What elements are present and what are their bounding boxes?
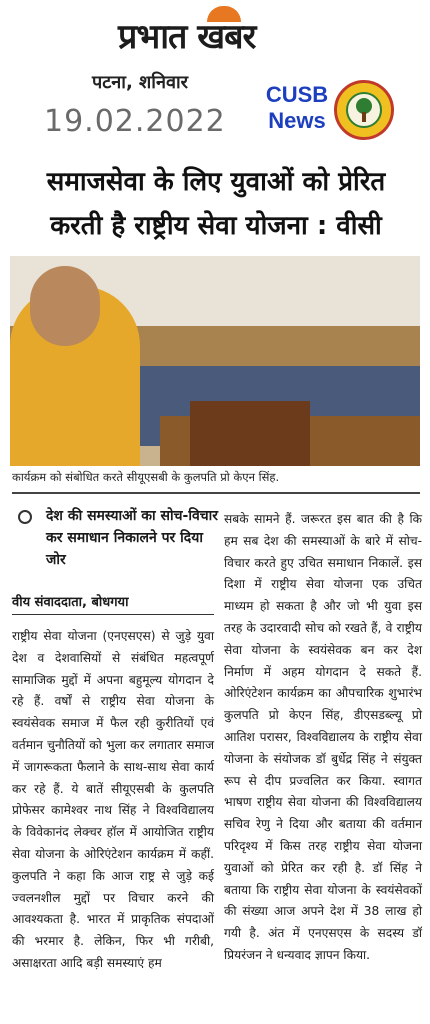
masthead [0,0,430,150]
article-column-2: सबके सामने हैं. जरूरत इस बात की है कि हम सब देश की समस्याओं के बारे में सोच-विचार करते हुए उचित समाधान निकालें. इस दिशा में राष्ट्रीय सेवा योजना एक उचित माध्यम हो सकता है और जो भी युवा इस तरह के उदारवादी सोच को रखते हैं, वे राष्ट्रीय सेवा योजना के स्वयंसेवक बन कर देश निर्माण में अहम योगदान दे सकते हैं. ओरिएंटेशन कार्यक्रम का औपचारिक शुभारंभ कुलपति प्रो केएन सिंह, डीएसडब्ल्यू प्रो आतिश परासर, विश्वविद्यालय के राष्ट्रीय सेवा योजना के संयोजक डॉ बुर्धेद्र सिंह ने संयुक्त रूप से दीप प्रज्वलित कर किया. स्वागत भाषण राष्ट्रीय सेवा योजना की विश्वविद्यालय सचिव रेणु ने दिया और बताया की वर्तमान परिदृश्य में किस तरह राष्ट्रीय सेवा योजना युवाओं को प्रेरित कर रही है. डॉ सिंह ने बताया कि राष्ट्रीय सेवा योजना के स्वयंसेवकों की संख्या आज अपने देश में 38 लाख हो गयी है. अंत में एनएसएस के सदस्य डॉ प्रियरंजन ने धन्यवाद ज्ञापन किया. [224,512,422,962]
publication-date: 19.02.2022 [44,104,226,139]
headline-line-2: करती है राष्ट्रीय सेवा योजना : वीसी [50,211,382,241]
caption-divider [12,492,420,494]
newspaper-logo: प्रभात खबर [118,17,256,57]
article-subhead: देश की समस्याओं का सोच-विचार कर समाधान निकालने पर दिया जोर [46,508,218,568]
article-column-1: राष्ट्रीय सेवा योजना (एनएसएस) से जुड़े युवा देश व देशवासियों से संबंधित महत्वपूर्ण सामाजिक मुद्दों में अपना बहुमूल्य योगदान दे रहे हैं. वर्षों से राष्ट्रीय सेवा योजना के स्वयंसेवक समाज में फैल रही कुरीतियों एवं वर्तमान चुनौतियों को भुला कर लगातार समाज में जागरूकता फैलाने के साथ-साथ सेवा कार्य कर रहे हैं. ये बातें सीयूएसबी के कुलपति प्रोफेसर कामेश्वर नाथ सिंह ने विश्वविद्यालय के विवेकानंद लेक्चर हॉल में आयोजित राष्ट्रीय सेवा योजना के ओरिएंटेशन कार्यक्रम में कहीं. कुलपति ने कहा कि आज राष्ट्र से जुड़े कई ज्वलनशील मुद्दों पर विचार करने की आवश्यकता है. भारत में प्राकृतिक संपदाओं की भरमार है. लेकिन, फिर भी गरीबी, असाक्षरता आदि बड़ी समस्याएं हम [12,629,214,970]
byline-divider [12,614,214,615]
photo-speaker-head [30,266,100,346]
byline: वीय संवाददाता, बोधगया [12,595,129,610]
university-seal-icon [334,80,394,140]
seal-inner [346,92,382,128]
cusb-news-label [262,82,332,134]
tree-trunk [362,112,366,122]
event-photo [10,256,420,466]
headline-line-1: समाजसेवा के लिए युवाओं को प्रेरित [46,167,386,197]
photo-podium [190,401,310,466]
bullet-arrow-icon [18,510,32,524]
cusb-text: CUSB [265,82,329,107]
dateline: पटना, शनिवार [92,72,188,93]
news-text: News [268,108,326,133]
photo-caption: कार्यक्रम को संबोधित करते सीयूएसबी के कुलपति प्रो केएन सिंह. [12,470,280,484]
headline [6,160,426,248]
